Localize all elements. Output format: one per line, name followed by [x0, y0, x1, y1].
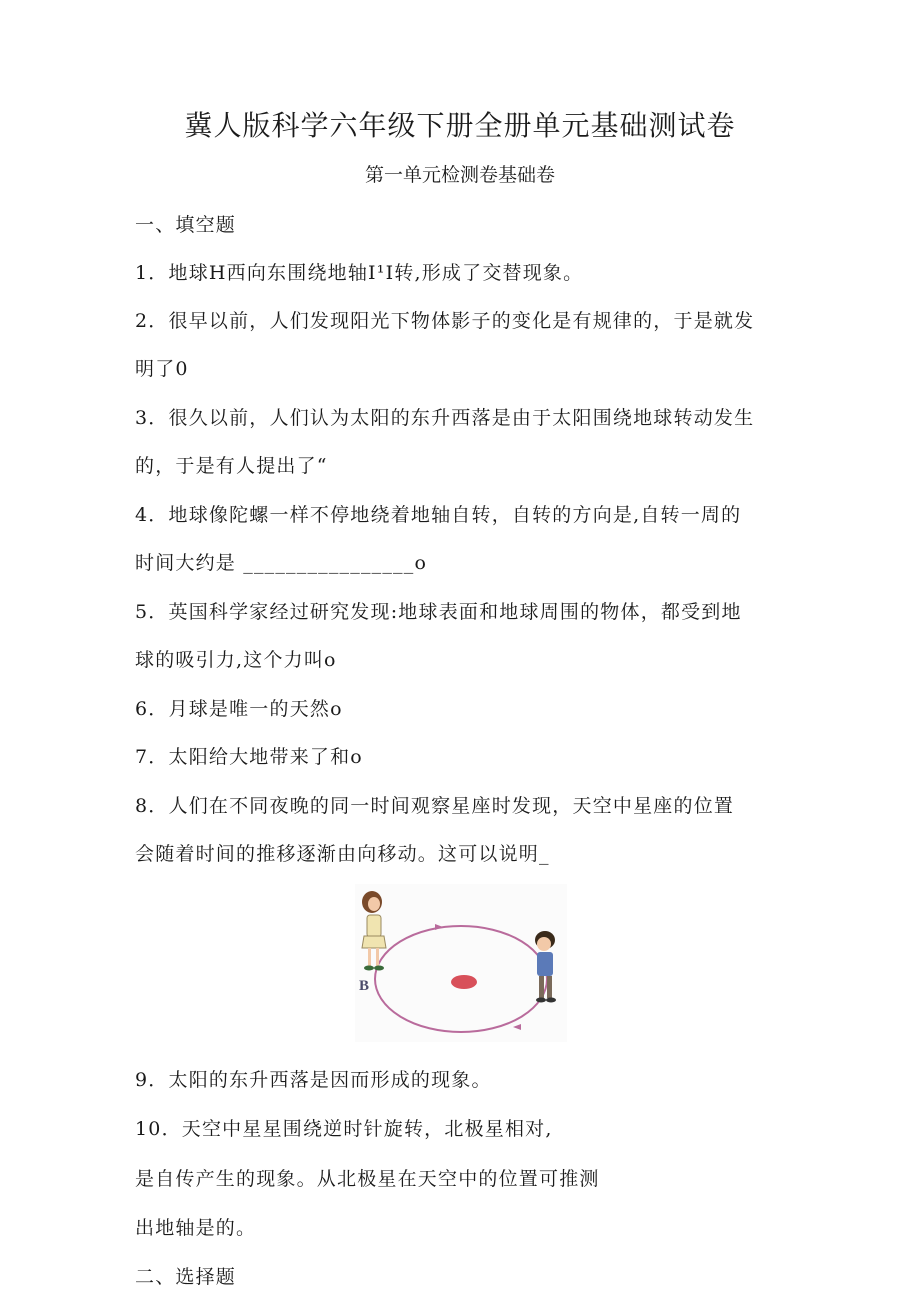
question-2-line-1: 2．很早以前，人们发现阳光下物体影子的变化是有规律的，于是就发	[135, 310, 755, 332]
question-10-line-3: 出地轴是的。	[135, 1217, 257, 1239]
question-3-line-1: 3．很久以前，人们认为太阳的东升西落是由于太阳围绕地球转动发生	[135, 407, 755, 429]
question-2-line-2: 明了0	[135, 358, 189, 380]
question-10-line-2: 是自传产生的现象。从北极星在天空中的位置可推测	[135, 1168, 600, 1190]
question-4-line-2: 时间大约是 ________________o	[135, 552, 428, 574]
question-7: 7．太阳给大地带来了和o	[135, 746, 363, 768]
question-8-line-2: 会随着时间的推移逐渐由向移动。这可以说明_	[135, 843, 550, 865]
section-heading-multiple-choice: 二、选择题	[135, 1266, 237, 1288]
question-9: 9．太阳的东升西落是因而形成的现象。	[135, 1069, 492, 1091]
point-b-label: B	[359, 978, 370, 994]
question-10-line-1: 10．天空中星星围绕逆时针旋转，北极星相对,	[135, 1118, 553, 1140]
question-4-line-1: 4．地球像陀螺一样不停地绕着地轴自转，自转的方向是,自转一周的	[135, 504, 742, 526]
question-5-line-1: 5．英国科学家经过研究发现:地球表面和地球周围的物体，都受到地	[135, 601, 742, 623]
sun-center-dot	[451, 975, 477, 989]
section-heading-fill-blank: 一、填空题	[135, 214, 237, 236]
question-8-line-1: 8．人们在不同夜晚的同一时间观察星座时发现，天空中星座的位置	[135, 795, 735, 817]
question-1: 1．地球H西向东围绕地轴I¹I转,形成了交替现象。	[135, 262, 584, 284]
document-subtitle: 第一单元检测卷基础卷	[364, 164, 555, 186]
question-5-line-2: 球的吸引力,这个力叫o	[135, 649, 337, 671]
question-3-line-2: 的，于是有人提出了“	[135, 455, 328, 477]
orbit-illustration	[355, 884, 567, 1042]
document-title: 冀人版科学六年级下册全册单元基础测试卷	[184, 109, 736, 142]
question-6: 6．月球是唯一的天然o	[135, 698, 343, 720]
